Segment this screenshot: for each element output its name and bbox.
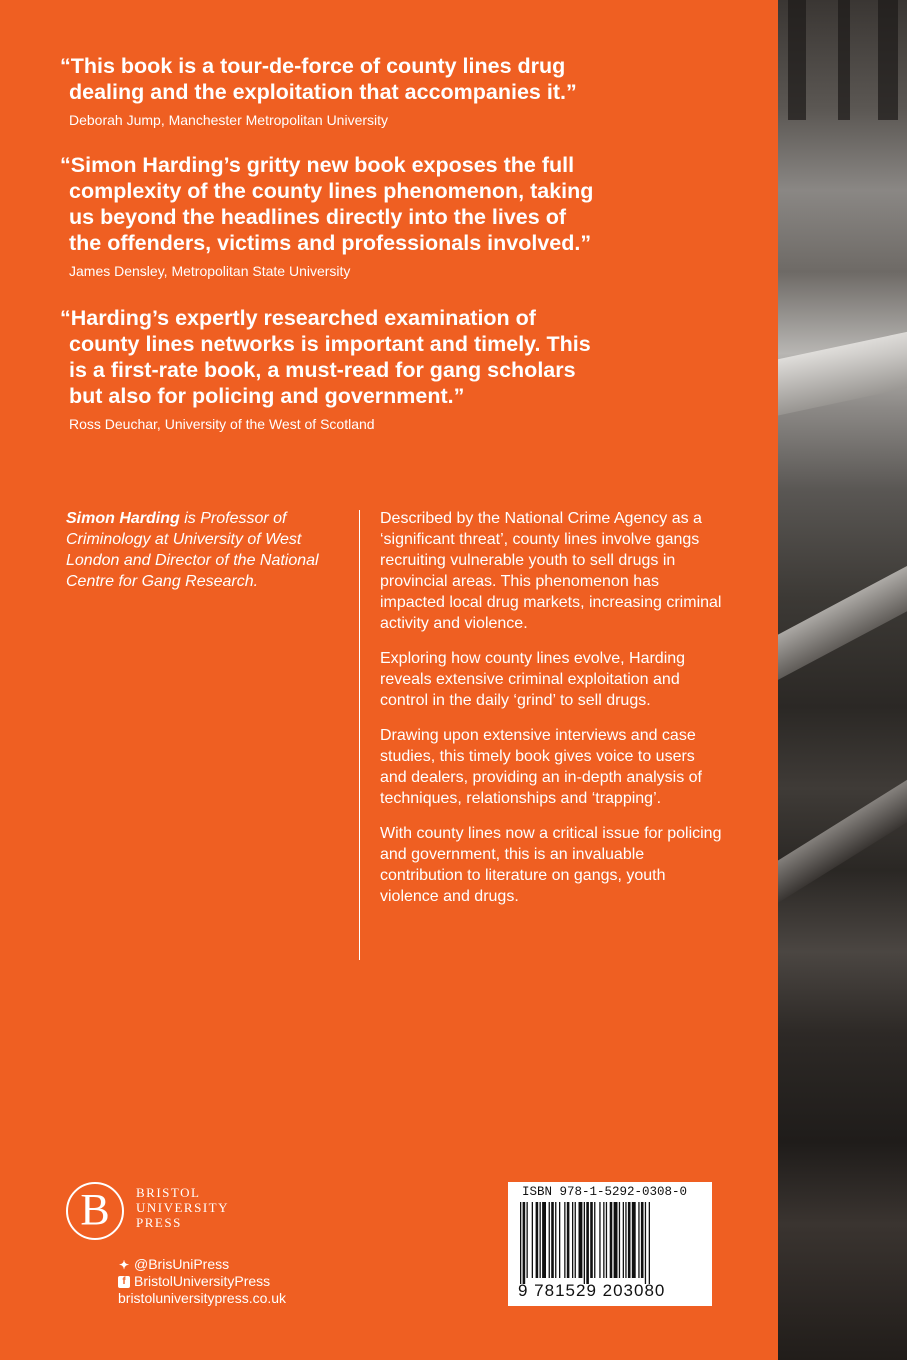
barcode-bar (619, 1202, 620, 1278)
quote-line: “Simon Harding’s gritty new book exposes the full (60, 153, 575, 177)
barcode-bar (599, 1202, 600, 1278)
author-bio (66, 508, 356, 592)
barcode-bar (606, 1202, 607, 1278)
quote-1 (60, 53, 577, 129)
quote-text (60, 152, 593, 256)
barcode-bar (614, 1202, 618, 1278)
barcode-bar (584, 1202, 585, 1284)
author-bio-text: is Professor of Criminology at University of West London and Director of the National Centre for Gang Research. (66, 510, 319, 590)
barcode-bar (532, 1202, 533, 1278)
barcode-bar (555, 1202, 556, 1278)
logo-letter: B (80, 1185, 110, 1234)
barcode-bar (579, 1202, 583, 1278)
quote-source: James Densley, Metropolitan State University (69, 263, 351, 279)
barcode-bar (549, 1202, 550, 1278)
quote-text (60, 53, 577, 105)
description-paragraph: Exploring how county lines evolve, Harding reveals extensive criminal exploitation and control in the daily ‘grind’ to sell drugs. (380, 650, 686, 709)
barcode-bar (632, 1202, 636, 1278)
barcode-bar (586, 1202, 589, 1284)
railway-photo (778, 0, 907, 1360)
barcode-bars (518, 1202, 702, 1284)
description-paragraph: Drawing upon extensive interviews and case studies, this timely book gives voice to users and dealers, providing an in-depth analysis of techniques, relationships and ‘trapping’. (380, 727, 702, 807)
twitter-handle[interactable]: @BrisUniPress (134, 1256, 230, 1272)
quote-source: Deborah Jump, Manchester Metropolitan University (69, 112, 389, 128)
isbn-digits: 9 781529 203080 (518, 1281, 666, 1300)
barcode-bar (559, 1202, 560, 1278)
description-paragraph: Described by the National Crime Agency as a ‘significant threat’, county lines involve gangs recruiting vulnerable youth to sell drugs in provincial areas. This phenomenon has impacted local drug markets, increasing criminal activity and violence. (380, 510, 722, 632)
quote-line: complexity of the county lines phenomenon, taking (69, 179, 594, 203)
quote-line: but also for policing and government.” (69, 384, 465, 408)
barcode-bar (645, 1202, 646, 1284)
publisher-name-line: UNIVERSITY (136, 1200, 229, 1215)
photo-tree (838, 0, 850, 120)
barcode-bar (540, 1202, 541, 1278)
barcode-bar (594, 1202, 595, 1278)
barcode-bar (638, 1202, 639, 1278)
publisher-name (136, 1185, 229, 1230)
barcode-bar (610, 1202, 613, 1278)
barcode-bar (527, 1202, 528, 1278)
barcode-bar (567, 1202, 570, 1278)
barcode-bar (536, 1202, 539, 1278)
quote-line: the offenders, victims and professionals involved.” (69, 231, 592, 255)
barcode-bar (575, 1202, 576, 1278)
publisher-name-line: PRESS (136, 1215, 182, 1230)
twitter-row (118, 1256, 286, 1273)
photo-tree (878, 0, 898, 120)
barcode-bar (649, 1202, 650, 1284)
barcode-bar (590, 1202, 593, 1278)
publisher-contacts (118, 1256, 286, 1307)
website-row (118, 1290, 286, 1307)
barcode-bar (625, 1202, 626, 1278)
barcode-bar (551, 1202, 554, 1278)
barcode-box (508, 1182, 712, 1306)
barcode-bar (523, 1202, 526, 1284)
quote-2 (60, 152, 593, 280)
barcode-bar (564, 1202, 565, 1278)
quote-line: county lines networks is important and timely. This (69, 332, 591, 356)
quote-line: dealing and the exploitation that accompanies it.” (69, 80, 577, 104)
publisher-name-line: BRISTOL (136, 1185, 201, 1200)
book-description (380, 508, 725, 921)
quote-line: us beyond the headlines directly into the lives of (69, 205, 566, 229)
description-paragraph: With county lines now a critical issue for policing and government, this is an invaluable contribution to literature on gangs, youth violence and drugs. (380, 825, 722, 905)
barcode-bar (572, 1202, 573, 1278)
photo-tree (788, 0, 806, 120)
website-link[interactable]: bristoluniversitypress.co.uk (118, 1290, 287, 1306)
barcode-bar (641, 1202, 644, 1278)
quote-text (60, 305, 591, 409)
author-name: Simon Harding (66, 510, 180, 527)
barcode-bar (628, 1202, 631, 1278)
facebook-icon: f (118, 1276, 130, 1288)
barcode-bar (520, 1202, 521, 1284)
quote-line: “Harding’s expertly researched examination of (60, 306, 536, 330)
facebook-row (118, 1273, 286, 1290)
column-divider (359, 510, 360, 960)
quote-3 (60, 305, 591, 433)
barcode-bar (623, 1202, 624, 1278)
twitter-icon: ✦ (118, 1257, 130, 1272)
photo-rail (778, 770, 907, 907)
facebook-handle[interactable]: BristolUniversityPress (134, 1273, 271, 1289)
quote-line: is a first-rate book, a must-read for gang scholars (69, 358, 576, 382)
barcode-bar (542, 1202, 546, 1278)
isbn-label: ISBN 978-1-5292-0308-0 (522, 1185, 688, 1199)
barcode-bar (603, 1202, 604, 1278)
photo-rail (778, 555, 907, 684)
photo-rail (778, 327, 907, 418)
quote-line: “This book is a tour-de-force of county lines drug (60, 54, 566, 78)
quote-source: Ross Deuchar, University of the West of Scotland (69, 416, 375, 432)
